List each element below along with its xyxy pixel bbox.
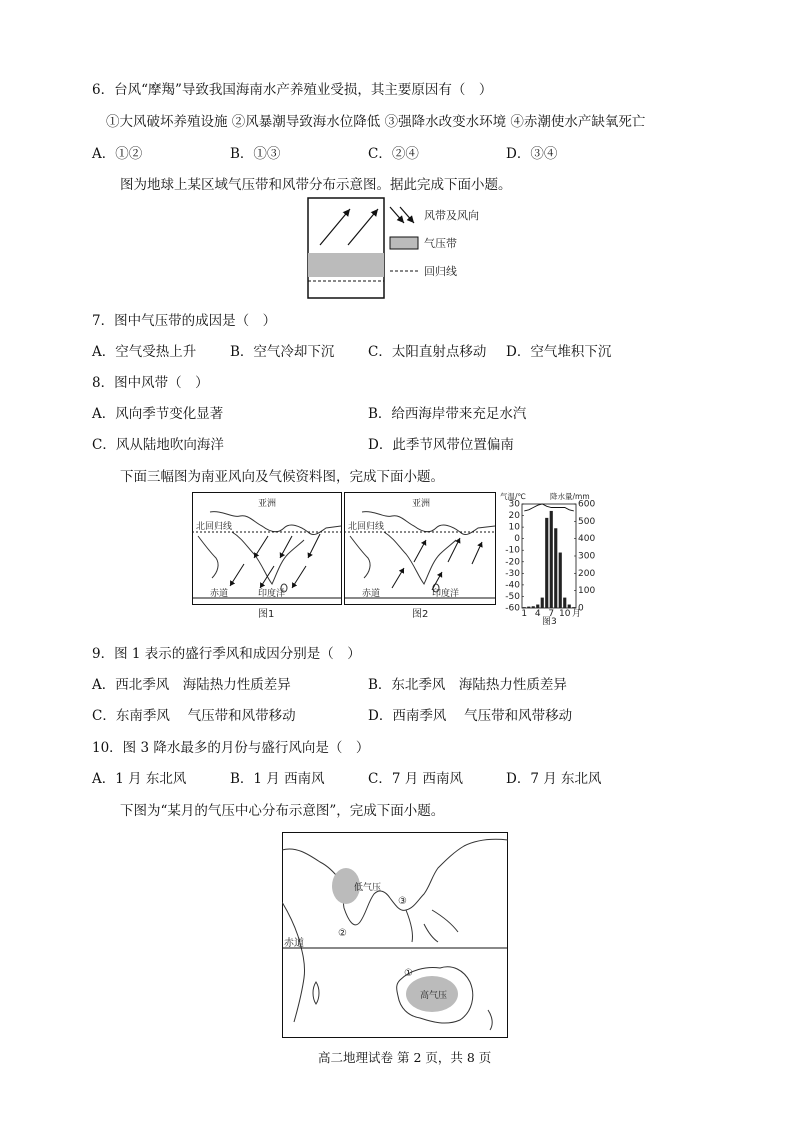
precip-bar	[563, 598, 566, 608]
precip-bar	[536, 605, 539, 608]
q10-stem: 10．图 3 降水最多的月份与盛行风向是（ ）	[92, 740, 370, 756]
q9-option-b: B．东北季风 海陆热力性质差异	[368, 677, 567, 693]
q6-statements: ①大风破坏养殖设施 ②风暴潮导致海水位降低 ③强降水改变水环境 ④赤潮使水产缺氧死亡	[106, 114, 646, 130]
left-tick-label: -20	[505, 557, 520, 568]
q7-option-c: C．太阳直射点移动	[368, 344, 487, 360]
right-tick-label: 0	[578, 603, 584, 614]
right-tick-label: 100	[578, 586, 596, 597]
temperature-line	[524, 504, 574, 511]
left-tick-label: 20	[508, 511, 520, 522]
intro-3: 下图为“某月的气压中心分布示意图”，完成下面小题。	[120, 803, 445, 819]
q10-option-c: C．7 月 西南风	[368, 771, 464, 787]
belt-figure	[300, 195, 540, 305]
q9-option-d: D．西南季风 气压带和风带移动	[368, 708, 573, 724]
precip-bar	[572, 607, 575, 608]
q8-stem: 8．图中风带（ ）	[92, 375, 209, 391]
q7-stem: 7．图中气压带的成因是（ ）	[92, 313, 277, 329]
precip-bar	[545, 518, 548, 608]
left-tick-label: -40	[505, 580, 520, 591]
pressure-center-map	[282, 832, 508, 1038]
left-tick-label: 30	[508, 499, 520, 510]
precip-bar	[554, 528, 557, 608]
q6-stem: 6．台风“摩羯”导致我国海南水产养殖业受损，其主要原因有（ ）	[92, 82, 493, 98]
map1-ocean-label: 印度洋	[258, 589, 286, 599]
precip-bar	[527, 607, 530, 608]
map2-caption: 图2	[412, 609, 429, 620]
q9-option-a: A．西北季风 海陆热力性质差异	[92, 677, 291, 693]
q10-option-b: B．1 月 西南风	[230, 771, 325, 787]
map2-continent-label: 亚洲	[412, 499, 431, 509]
map1-caption: 图1	[258, 609, 275, 620]
q7-option-d: D．空气堆积下沉	[506, 344, 612, 360]
q8-option-c: C．风从陆地吹向海洋	[92, 437, 224, 453]
chart-plot-frame	[522, 504, 576, 608]
precip-bar	[550, 511, 553, 608]
marker-3: ③	[398, 896, 407, 907]
marker-1: ①	[404, 968, 413, 979]
page-footer: 高二地理试卷 第 2 页，共 8 页	[318, 1050, 492, 1065]
legend-pressure-swatch	[390, 237, 418, 249]
legend-wind-label: 风带及风向	[424, 209, 479, 222]
q10-option-a: A．1 月 东北风	[92, 771, 187, 787]
map2-equator-label: 赤道	[362, 589, 381, 599]
map2-ocean-label: 印度洋	[432, 589, 460, 599]
right-tick-label: 500	[578, 516, 596, 527]
monsoon-map-1	[192, 492, 342, 620]
x-tick-label: 7	[548, 609, 555, 619]
q6-option-c: C．②④	[368, 146, 419, 162]
right-tick-label: 200	[578, 568, 596, 579]
q8-option-b: B．给西海岸带来充足水汽	[368, 406, 527, 422]
low-pressure-label: 低气压	[354, 883, 382, 893]
right-tick-label: 400	[578, 534, 596, 545]
monsoon-map-2	[344, 492, 496, 620]
right-tick-label: 600	[578, 499, 596, 510]
x-tick-label: 4	[534, 609, 541, 619]
x-tick-label: 月	[571, 609, 581, 619]
x-tick-label: 1	[521, 609, 528, 619]
chart-caption: 图3	[542, 617, 557, 626]
map1-continent-label: 亚洲	[258, 499, 277, 509]
map1-tropic-label: 北回归线	[196, 522, 233, 532]
climate-chart	[500, 490, 600, 626]
q8-option-d: D．此季节风带位置偏南	[368, 437, 514, 453]
q6-option-d: D．③④	[506, 146, 558, 162]
precip-bar	[523, 607, 526, 608]
left-tick-label: -60	[505, 603, 520, 614]
intro-2: 下面三幅图为南亚风向及气候资料图，完成下面小题。	[120, 469, 444, 485]
x-tick-label: 10	[559, 609, 571, 619]
q7-option-a: A．空气受热上升	[92, 344, 197, 360]
q9-option-c: C．东南季风 气压带和风带移动	[92, 708, 296, 724]
q10-option-d: D．7 月 东北风	[506, 771, 602, 787]
left-tick-label: 0	[514, 534, 520, 545]
precip-bar	[532, 606, 535, 608]
marker-2: ②	[338, 928, 347, 939]
q6-option-a: A．①②	[92, 146, 143, 162]
high-pressure-label: 高气压	[420, 991, 448, 1001]
q9-stem: 9．图 1 表示的盛行季风和成因分别是（ ）	[92, 646, 361, 662]
map2-tropic-label: 北回归线	[348, 522, 385, 532]
q8-option-a: A．风向季节变化显著	[92, 406, 224, 422]
precip-bar	[541, 598, 544, 608]
left-tick-label: -10	[505, 545, 520, 556]
q6-option-b: B．①③	[230, 146, 281, 162]
right-tick-label: 300	[578, 551, 596, 562]
chart-left-axis-label: 气温/℃	[500, 492, 526, 501]
left-tick-label: -30	[505, 568, 520, 579]
chart-right-axis-label: 降水量/mm	[550, 492, 590, 501]
pressure-belt-band	[308, 253, 384, 277]
left-tick-label: 10	[508, 522, 520, 533]
intro-1: 图为地球上某区域气压带和风带分布示意图。据此完成下面小题。	[120, 177, 512, 193]
map1-equator-label: 赤道	[210, 589, 229, 599]
precip-bar	[568, 605, 571, 608]
q7-option-b: B．空气冷却下沉	[230, 344, 335, 360]
left-tick-label: -50	[505, 591, 520, 602]
legend-tropic-label: 回归线	[424, 265, 457, 278]
legend-pressure-label: 气压带	[424, 237, 457, 250]
equator-label: 赤道	[284, 938, 304, 949]
precip-bar	[559, 553, 562, 608]
